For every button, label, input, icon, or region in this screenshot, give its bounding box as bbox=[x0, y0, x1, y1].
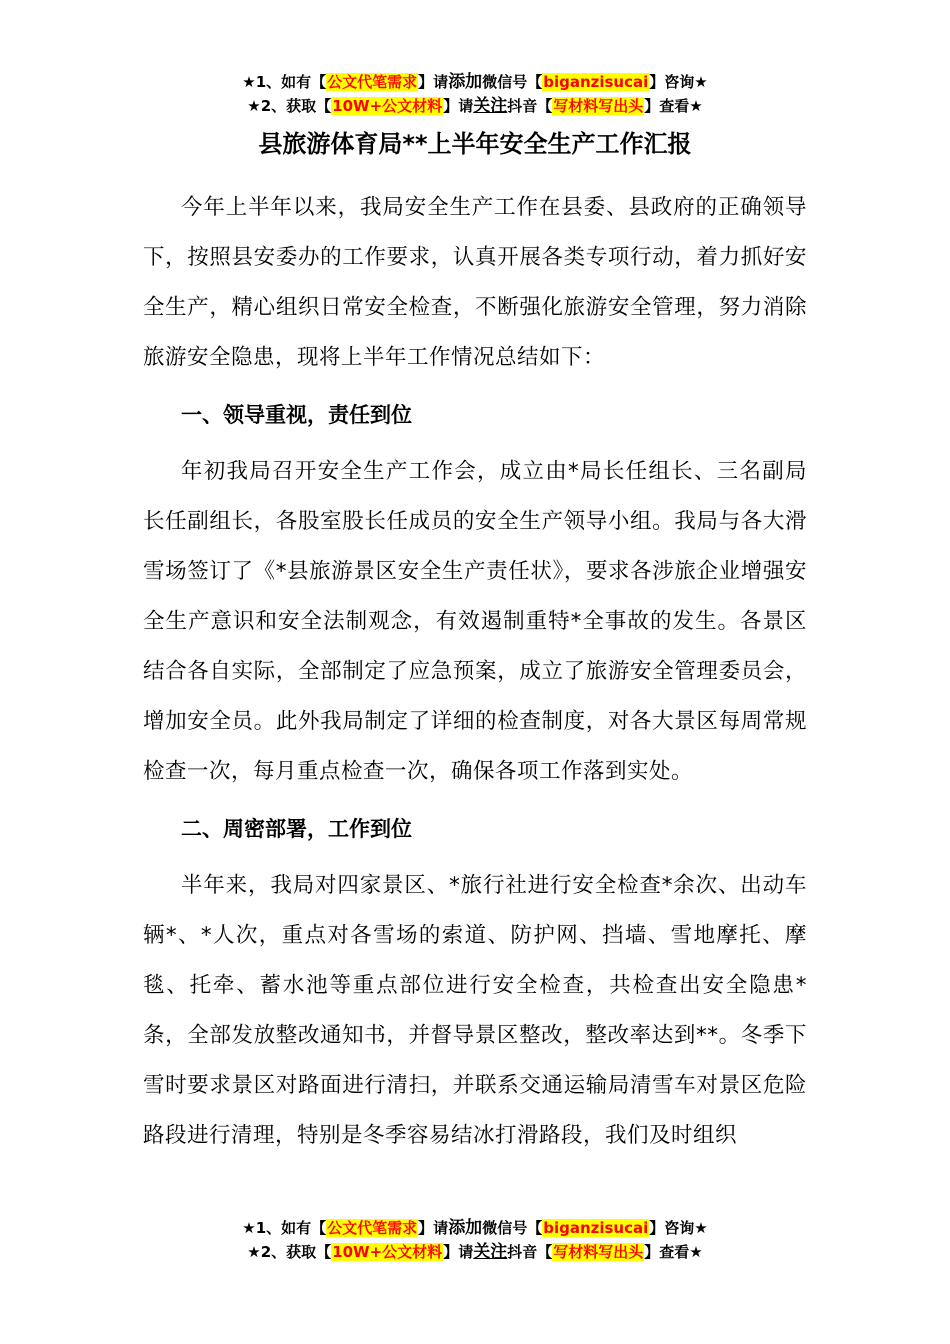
banner-text: 】查看★ bbox=[644, 1243, 703, 1261]
section-1-heading: 一、领导重视，责任到位 bbox=[181, 403, 412, 427]
document-title: 县旅游体育局**上半年安全生产工作汇报 bbox=[258, 130, 692, 158]
banner-text: 】请 bbox=[418, 1219, 449, 1237]
banner-line-1 bbox=[0, 1216, 950, 1240]
banner-highlight: 10W+公文材料 bbox=[332, 1243, 443, 1261]
banner-text: 微信号【 bbox=[482, 73, 543, 91]
banner-line-1 bbox=[0, 70, 950, 94]
banner-highlight: 10W+公文材料 bbox=[332, 97, 443, 115]
footer-banner bbox=[0, 1216, 950, 1264]
section-2-paragraph: 半年来，我局对四家景区、*旅行社进行安全检查*余次、出动车辆*、*人次，重点对各雪场的索道、防护网、挡墙、雪地摩托、摩毯、托牵、蓄水池等重点部位进行安全检查，共检查出安全隐患*条，全部发放整改通知书，并督导景区整改，整改率达到**。冬季下雪时要求景区对路面进行清扫，并联系交通运输局清雪车对景区危险路段进行清理，特别是冬季容易结冰打滑路段，我们及时组织 bbox=[143, 873, 807, 1148]
banner-text: ★1、如有【 bbox=[242, 1219, 327, 1237]
banner-line-2 bbox=[0, 1240, 950, 1264]
banner-text: 】请 bbox=[443, 97, 474, 115]
banner-text: ★2、获取【 bbox=[247, 1243, 332, 1261]
banner-highlight: 公文代笔需求 bbox=[327, 73, 418, 91]
banner-highlight: 公文代笔需求 bbox=[327, 1219, 418, 1237]
banner-highlight-douyin: 写材料写出头 bbox=[553, 1243, 644, 1261]
banner-text: 】咨询★ bbox=[649, 1219, 708, 1237]
banner-highlight-douyin: 写材料写出头 bbox=[553, 97, 644, 115]
banner-text: ★2、获取【 bbox=[247, 97, 332, 115]
banner-text: 】请 bbox=[443, 1243, 474, 1261]
banner-text: 】咨询★ bbox=[649, 73, 708, 91]
banner-highlight-wechat-id: biganzisucai bbox=[543, 73, 649, 91]
banner-highlight-wechat-id: biganzisucai bbox=[543, 1219, 649, 1237]
banner-text: 】查看★ bbox=[644, 97, 703, 115]
banner-emphasis: 添加 bbox=[448, 72, 483, 92]
banner-text: ★1、如有【 bbox=[242, 73, 327, 91]
banner-emphasis: 关注 bbox=[473, 96, 508, 116]
document-body bbox=[143, 183, 807, 1161]
banner-emphasis: 添加 bbox=[448, 1218, 483, 1238]
header-banner bbox=[0, 70, 950, 118]
section-1-paragraph: 年初我局召开安全生产工作会，成立由*局长任组长、三名副局长任副组长，各股室股长任成员的安全生产领导小组。我局与各大滑雪场签订了《*县旅游景区安全生产责任状》，要求各涉旅企业增强安全生产意识和安全法制观念，有效遏制重特*全事故的发生。各景区结合各自实际，全部制定了应急预案，成立了旅游安全管理委员会，增加安全员。此外我局制定了详细的检查制度，对各大景区每周常规检查一次，每月重点检查一次，确保各项工作落到实处。 bbox=[143, 459, 807, 784]
banner-text: 微信号【 bbox=[482, 1219, 543, 1237]
banner-emphasis: 关注 bbox=[473, 1242, 508, 1262]
banner-line-2 bbox=[0, 94, 950, 118]
section-2-heading: 二、周密部署，工作到位 bbox=[181, 817, 412, 841]
banner-text: 】请 bbox=[418, 73, 449, 91]
banner-text: 抖音【 bbox=[507, 1243, 553, 1261]
banner-text: 抖音【 bbox=[507, 97, 553, 115]
intro-paragraph: 今年上半年以来，我局安全生产工作在县委、县政府的正确领导下，按照县安委办的工作要求，认真开展各类专项行动，着力抓好安全生产，精心组织日常安全检查，不断强化旅游安全管理，努力消除旅游安全隐患，现将上半年工作情况总结如下： bbox=[143, 195, 807, 370]
